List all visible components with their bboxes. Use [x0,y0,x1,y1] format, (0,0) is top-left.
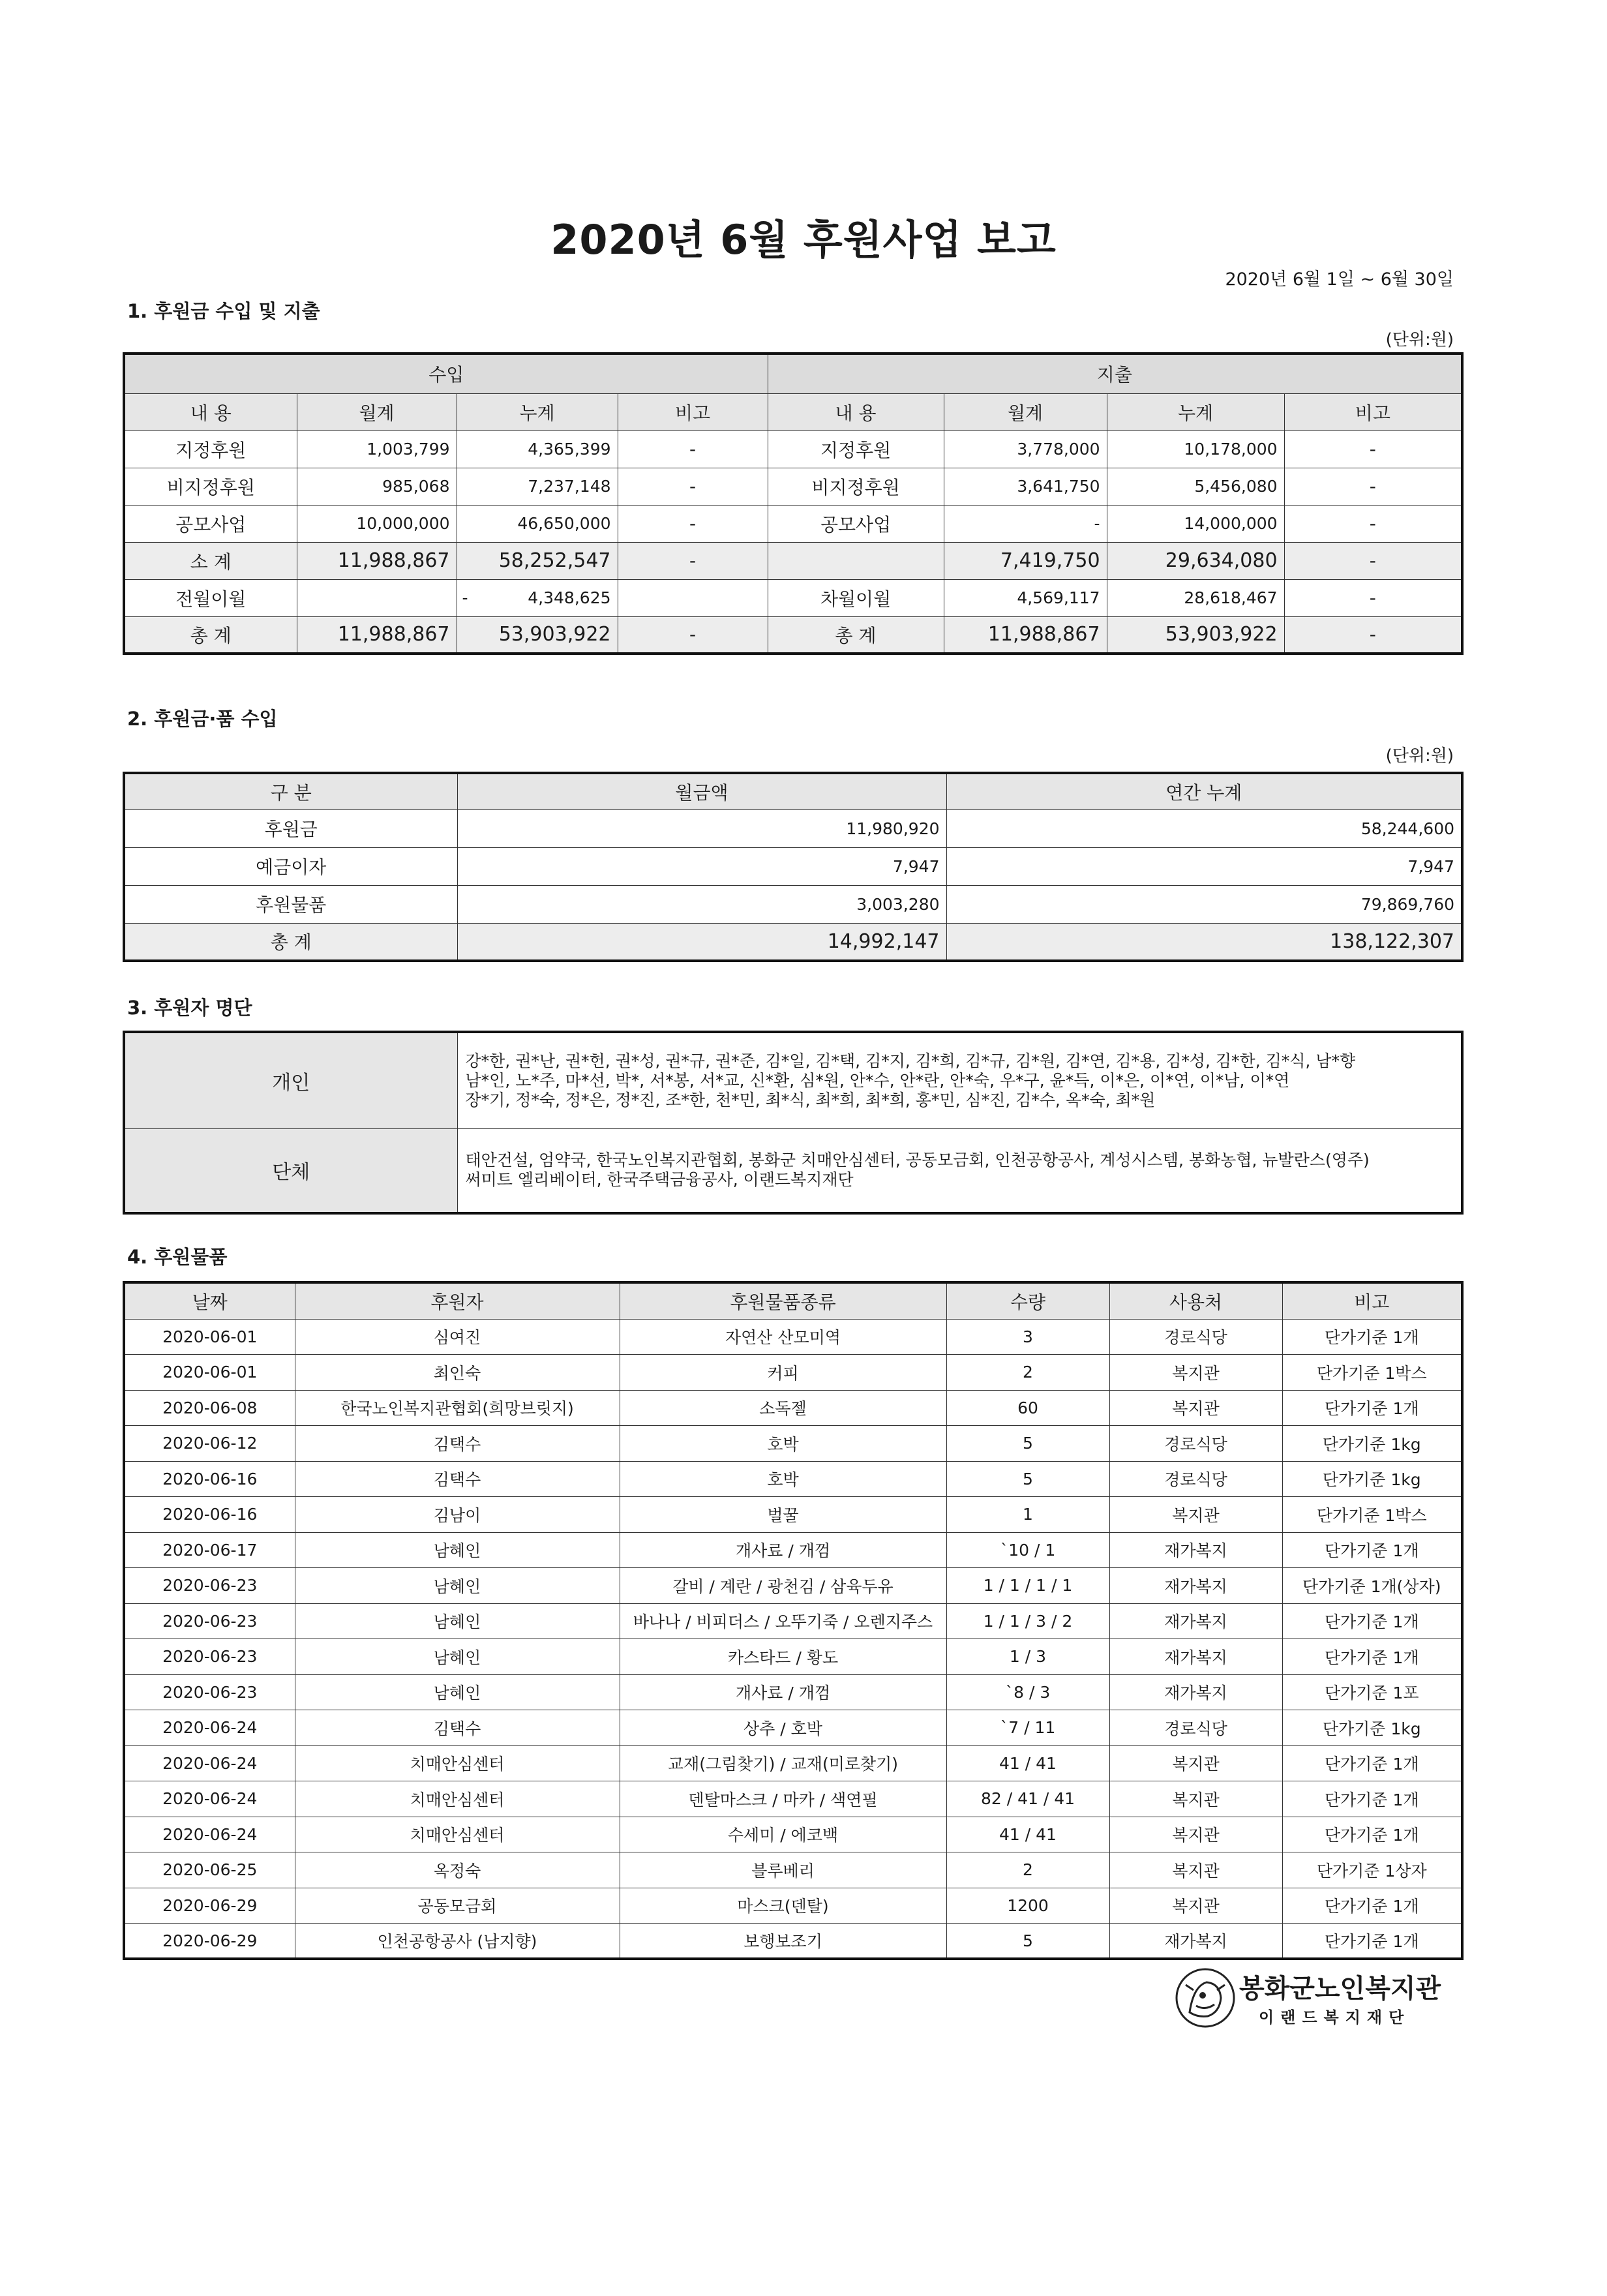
income-expense-cell: 1,003,799 [297,430,457,468]
goods-row [124,1852,1462,1888]
goods-cell: 남혜인 [295,1568,620,1604]
income-expense-table [123,352,1464,655]
income-expense-cell: 53,903,922 [457,616,618,654]
logo-name: 봉화군노인복지관 [1239,1974,1441,2004]
donation-cell: 14,992,147 [457,923,946,961]
goods-row [124,1390,1462,1426]
goods-cell: 2020-06-08 [124,1390,295,1426]
income-expense-col-header: 비고 [1284,393,1462,430]
income-expense-cell: 29,634,080 [1107,542,1284,579]
goods-cell: 복지관 [1109,1781,1282,1817]
income-expense-cell [618,579,768,616]
income-expense-cell: 지정후원 [124,430,297,468]
income-expense-col-header: 누계 [457,393,618,430]
goods-cell: 복지관 [1109,1355,1282,1391]
page-title: 2020년 6월 후원사업 보고 [550,216,1057,264]
goods-cell: 2020-06-23 [124,1639,295,1675]
donation-row [124,847,1462,885]
income-expense-col-header: 내 용 [768,393,944,430]
income-expense-cell: - [944,505,1107,542]
section3-title: 3. 후원자 명단 [127,997,252,1019]
goods-cell: 교재(그림찾기) / 교재(미로찾기) [620,1745,946,1781]
goods-cell: `7 / 11 [946,1710,1109,1746]
goods-cell: 2020-06-24 [124,1781,295,1817]
goods-cell: 단가기준 1개(상자) [1282,1568,1462,1604]
goods-cell: 단가기준 1포 [1282,1674,1462,1710]
goods-cell: 2020-06-25 [124,1852,295,1888]
income-expense-cell: 28,618,467 [1107,579,1284,616]
goods-row [124,1710,1462,1746]
goods-cell: 2020-06-29 [124,1924,295,1959]
goods-cell: 심여진 [295,1319,620,1355]
goods-cell: 남혜인 [295,1674,620,1710]
donor-group-list [457,1128,1462,1213]
donation-row [124,885,1462,923]
goods-cell: 덴탈마스크 / 마카 / 색연필 [620,1781,946,1817]
goods-cell: 단가기준 1개 [1282,1639,1462,1675]
goods-cell: 41 / 41 [946,1817,1109,1852]
goods-cell: 재가복지 [1109,1924,1282,1959]
goods-cell: 김남이 [295,1497,620,1533]
goods-cell: 2 [946,1355,1109,1391]
income-expense-cell: 전월이월 [124,579,297,616]
goods-cell: 2020-06-16 [124,1497,295,1533]
goods-cell: 2020-06-01 [124,1319,295,1355]
goods-cell: 2020-06-12 [124,1426,295,1462]
goods-cell: 재가복지 [1109,1674,1282,1710]
goods-cell: 갈비 / 계란 / 광천김 / 삼육두유 [620,1568,946,1604]
income-expense-row [124,579,1462,616]
goods-cell: 김택수 [295,1426,620,1462]
goods-cell: 소독젤 [620,1390,946,1426]
goods-cell: 경로식당 [1109,1426,1282,1462]
goods-cell: 복지관 [1109,1852,1282,1888]
organization-logo [1174,1967,1474,2038]
income-expense-cell: - [618,542,768,579]
goods-row [124,1817,1462,1852]
goods-cell: 2020-06-29 [124,1888,295,1924]
goods-row [124,1674,1462,1710]
goods-cell: 60 [946,1390,1109,1426]
income-expense-cell: 7,237,148 [457,468,618,505]
goods-cell: 김택수 [295,1461,620,1497]
goods-cell: 단가기준 1개 [1282,1745,1462,1781]
income-expense-cell: 소 계 [124,542,297,579]
income-expense-cell: 11,988,867 [297,616,457,654]
goods-cell: 복지관 [1109,1497,1282,1533]
seal-logo-icon [1174,1967,1237,2029]
donation-cell: 7,947 [457,847,946,885]
goods-cell: 재가복지 [1109,1568,1282,1604]
donation-cell: 138,122,307 [946,923,1462,961]
goods-cell: 최인숙 [295,1355,620,1391]
goods-cell: 자연산 산모미역 [620,1319,946,1355]
goods-cell: 2020-06-23 [124,1674,295,1710]
income-expense-cell: 3,778,000 [944,430,1107,468]
goods-cell: 2020-06-24 [124,1745,295,1781]
goods-cell: 1 / 3 [946,1639,1109,1675]
goods-cell: 옥정숙 [295,1852,620,1888]
income-expense-cell: 11,988,867 [297,542,457,579]
goods-cell: 1200 [946,1888,1109,1924]
goods-cell: 단가기준 1kg [1282,1426,1462,1462]
goods-cell: 단가기준 1개 [1282,1924,1462,1959]
goods-cell: 복지관 [1109,1390,1282,1426]
donor-individual-line: 강*한, 권*난, 권*헌, 권*성, 권*규, 권*준, 김*일, 김*택, 김*지, 김*희, 김*규, 김*원, 김*연, 김*용, 김*성, 김*한, 김*식, 남*향 [465,1051,1356,1070]
goods-cell: 단가기준 1상자 [1282,1852,1462,1888]
income-expense-cell: 46,650,000 [457,505,618,542]
goods-cell: 복지관 [1109,1745,1282,1781]
goods-col-header: 수량 [946,1282,1109,1319]
income-expense-cell [297,579,457,616]
goods-row [124,1745,1462,1781]
goods-cell: 경로식당 [1109,1461,1282,1497]
section1-unit: (단위:원) [1385,330,1454,350]
income-expense-cell [768,542,944,579]
goods-cell: 1 / 1 / 1 / 1 [946,1568,1109,1604]
goods-cell: 벌꿀 [620,1497,946,1533]
income-expense-cell: 53,903,922 [1107,616,1284,654]
report-period: 2020년 6월 1일 ~ 6월 30일 [1225,269,1454,290]
income-expense-cell: - [618,468,768,505]
donation-cell: 후원물품 [124,885,457,923]
goods-cell: 남혜인 [295,1532,620,1568]
goods-col-header: 사용처 [1109,1282,1282,1319]
income-expense-row [124,468,1462,505]
goods-cell: 3 [946,1319,1109,1355]
income-expense-cell: - [1284,430,1462,468]
income-expense-cell: 10,000,000 [297,505,457,542]
donor-group-label: 단체 [124,1128,457,1213]
goods-cell: `10 / 1 [946,1532,1109,1568]
goods-col-header: 후원자 [295,1282,620,1319]
goods-cell: 경로식당 [1109,1710,1282,1746]
section2-unit: (단위:원) [1385,746,1454,766]
donation-col-header: 월금액 [457,773,946,809]
goods-cell: 재가복지 [1109,1639,1282,1675]
goods-cell: 개사료 / 개껌 [620,1674,946,1710]
income-expense-cell: 4,569,117 [944,579,1107,616]
section4-title: 4. 후원물품 [127,1246,228,1268]
donation-col-header: 연간 누계 [946,773,1462,809]
donor-individual-list [457,1032,1462,1128]
income-expense-col-header: 월계 [944,393,1107,430]
income-expense-col-header: 비고 [618,393,768,430]
donor-individual-line: 남*인, 노*주, 마*선, 박*, 서*봉, 서*교, 신*환, 심*원, 안*수, 안*란, 안*숙, 우*구, 윤*득, 이*은, 이*연, 이*남, 이*연 [465,1070,1290,1090]
goods-cell: 1 / 1 / 3 / 2 [946,1603,1109,1639]
income-expense-cell: - [618,505,768,542]
donation-row [124,809,1462,847]
goods-cell: 블루베리 [620,1852,946,1888]
income-expense-cell: - [618,616,768,654]
donor-list-table [123,1031,1464,1215]
income-expense-cell: 총 계 [124,616,297,654]
donor-individual-label: 개인 [124,1032,457,1128]
income-expense-row [124,430,1462,468]
goods-cell: 복지관 [1109,1817,1282,1852]
donation-cell: 79,869,760 [946,885,1462,923]
goods-cell: 단가기준 1개 [1282,1603,1462,1639]
goods-cell: 치매안심센터 [295,1745,620,1781]
donation-cell: 7,947 [946,847,1462,885]
donation-cell: 총 계 [124,923,457,961]
income-expense-cell: 비지정후원 [768,468,944,505]
goods-cell: 2020-06-17 [124,1532,295,1568]
income-expense-cell: 비지정후원 [124,468,297,505]
goods-cell: 상추 / 호박 [620,1710,946,1746]
goods-cell: 단가기준 1박스 [1282,1355,1462,1391]
goods-cell: 남혜인 [295,1639,620,1675]
income-expense-cell: 4,365,399 [457,430,618,468]
income-expense-cell: 총 계 [768,616,944,654]
goods-row [124,1319,1462,1355]
income-expense-cell: 10,178,000 [1107,430,1284,468]
donor-individual-line: 장*기, 정*숙, 정*은, 정*진, 조*한, 천*민, 최*식, 최*희, 최*희, 홍*민, 심*진, 김*수, 옥*숙, 최*원 [465,1090,1156,1110]
income-expense-cell: 7,419,750 [944,542,1107,579]
goods-cell: 치매안심센터 [295,1817,620,1852]
goods-cell: 5 [946,1461,1109,1497]
income-expense-cell: - [618,430,768,468]
income-expense-cell: 14,000,000 [1107,505,1284,542]
goods-cell: 2020-06-16 [124,1461,295,1497]
income-expense-cell: - [1284,468,1462,505]
goods-cell: 2020-06-24 [124,1817,295,1852]
income-expense-value: 4,348,625 [528,588,611,607]
goods-row [124,1639,1462,1675]
donation-cell: 58,244,600 [946,809,1462,847]
goods-col-header: 날짜 [124,1282,295,1319]
income-expense-col-header: 내 용 [124,393,297,430]
income-expense-cell: 58,252,547 [457,542,618,579]
income-expense-cell: 985,068 [297,468,457,505]
income-expense-col-header: 누계 [1107,393,1284,430]
goods-cell: 한국노인복지관협회(희망브릿지) [295,1390,620,1426]
goods-cell: 단가기준 1개 [1282,1390,1462,1426]
goods-row [124,1924,1462,1959]
goods-cell: 82 / 41 / 41 [946,1781,1109,1817]
goods-cell: 수세미 / 에코백 [620,1817,946,1852]
goods-cell: 인천공항공사 (남지향) [295,1924,620,1959]
donation-cell: 11,980,920 [457,809,946,847]
goods-cell: 카스타드 / 황도 [620,1639,946,1675]
income-expense-cell: - [1284,579,1462,616]
goods-row [124,1568,1462,1604]
goods-cell: 호박 [620,1461,946,1497]
goods-cell: 2 [946,1852,1109,1888]
goods-cell: 치매안심센터 [295,1781,620,1817]
income-expense-row [124,616,1462,654]
goods-cell: 보행보조기 [620,1924,946,1959]
donation-cell: 3,003,280 [457,885,946,923]
goods-cell: 마스크(덴탈) [620,1888,946,1924]
goods-cell: 2020-06-23 [124,1603,295,1639]
goods-cell: 공동모금회 [295,1888,620,1924]
income-expense-cell: 3,641,750 [944,468,1107,505]
section1-title: 1. 후원금 수입 및 지출 [127,300,320,322]
goods-cell: 커피 [620,1355,946,1391]
goods-cell: 2020-06-01 [124,1355,295,1391]
goods-cell: 5 [946,1924,1109,1959]
carry-prefix: - [462,588,468,607]
goods-cell: 재가복지 [1109,1532,1282,1568]
income-expense-cell: 지정후원 [768,430,944,468]
income-expense-cell: 11,988,867 [944,616,1107,654]
income-expense-row [124,505,1462,542]
goods-cell: 경로식당 [1109,1319,1282,1355]
goods-row [124,1497,1462,1533]
goods-cell: 단가기준 1개 [1282,1888,1462,1924]
goods-cell: 개사료 / 개껌 [620,1532,946,1568]
income-expense-cell: 5,456,080 [1107,468,1284,505]
donation-cell: 예금이자 [124,847,457,885]
goods-row [124,1603,1462,1639]
goods-row [124,1781,1462,1817]
goods-cell: 김택수 [295,1710,620,1746]
goods-cell: 단가기준 1개 [1282,1532,1462,1568]
goods-cell: 41 / 41 [946,1745,1109,1781]
goods-cell: 1 [946,1497,1109,1533]
goods-cell: 단가기준 1개 [1282,1781,1462,1817]
income-expense-row [124,542,1462,579]
goods-cell: 단가기준 1kg [1282,1461,1462,1497]
income-expense-cell: 공모사업 [768,505,944,542]
goods-col-header: 후원물품종류 [620,1282,946,1319]
goods-cell: 복지관 [1109,1888,1282,1924]
income-expense-cell: - [1284,505,1462,542]
goods-cell: 남혜인 [295,1603,620,1639]
income-expense-cell: - [1284,616,1462,654]
income-header: 수입 [124,354,768,393]
goods-row [124,1461,1462,1497]
expense-header: 지출 [768,354,1462,393]
goods-row [124,1426,1462,1462]
goods-table [123,1281,1464,1960]
donation-col-header: 구 분 [124,773,457,809]
goods-row [124,1888,1462,1924]
goods-cell: 단가기준 1kg [1282,1710,1462,1746]
goods-cell: 바나나 / 비피더스 / 오뚜기죽 / 오렌지주스 [620,1603,946,1639]
goods-col-header: 비고 [1282,1282,1462,1319]
goods-cell: 2020-06-24 [124,1710,295,1746]
goods-cell: 단가기준 1박스 [1282,1497,1462,1533]
goods-row [124,1532,1462,1568]
section2-title: 2. 후원금·품 수입 [127,708,278,730]
goods-row [124,1355,1462,1391]
donor-group-line: 써미트 엘리베이터, 한국주택금융공사, 이랜드복지재단 [465,1170,854,1190]
donation-income-table [123,772,1464,962]
income-expense-cell: - [1284,542,1462,579]
income-expense-cell: 공모사업 [124,505,297,542]
donation-cell: 후원금 [124,809,457,847]
goods-cell: 2020-06-23 [124,1568,295,1604]
income-expense-col-header: 월계 [297,393,457,430]
income-expense-cell [457,579,618,616]
donation-row [124,923,1462,961]
goods-cell: 단가기준 1개 [1282,1319,1462,1355]
goods-cell: 5 [946,1426,1109,1462]
goods-cell: 재가복지 [1109,1603,1282,1639]
income-expense-cell: 차월이월 [768,579,944,616]
goods-cell: 단가기준 1개 [1282,1817,1462,1852]
goods-cell: 호박 [620,1426,946,1462]
logo-subtitle: 이랜드복지재단 [1259,2008,1411,2027]
donor-group-line: 태안건설, 엄약국, 한국노인복지관협회, 봉화군 치매안심센터, 공동모금회, 인천공항공사, 계성시스템, 봉화농협, 뉴발란스(영주) [465,1151,1370,1170]
goods-cell: `8 / 3 [946,1674,1109,1710]
